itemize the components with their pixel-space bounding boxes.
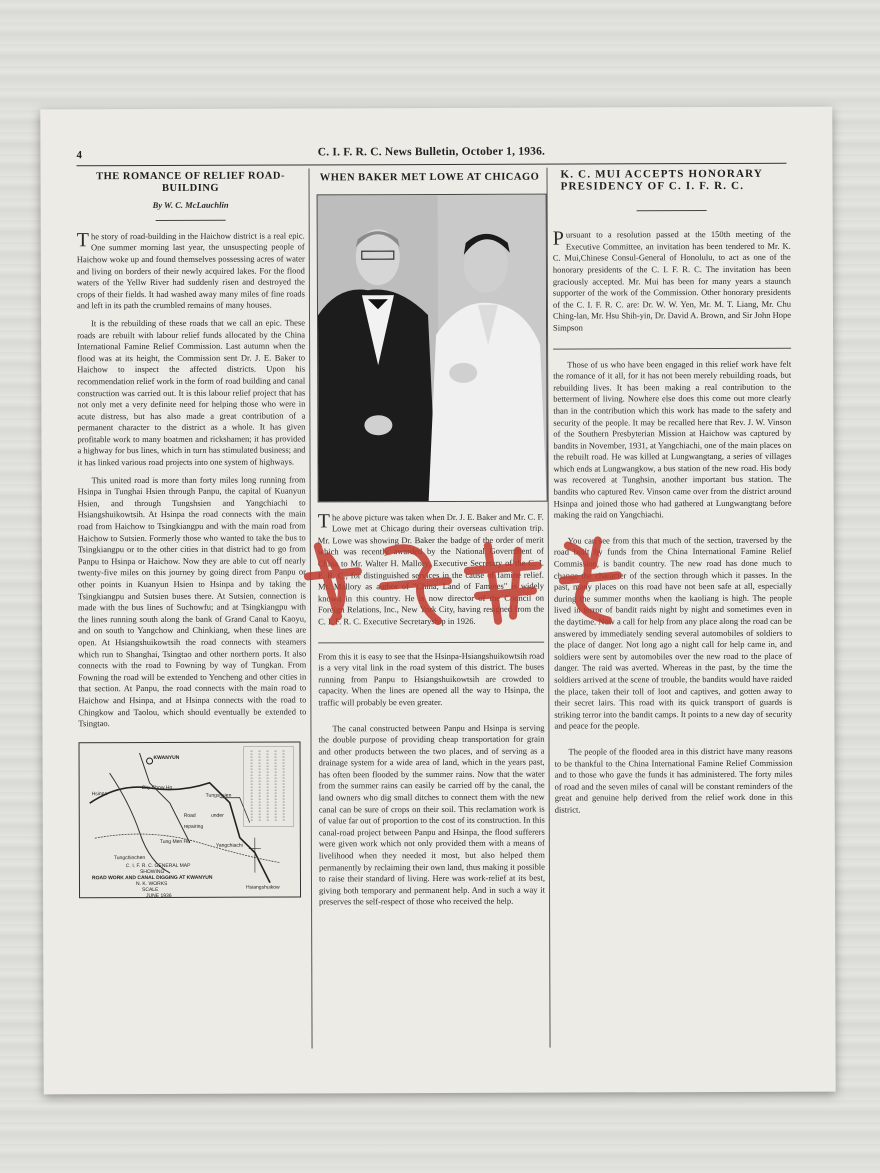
divider <box>318 641 544 643</box>
bulletin-title: C. I. F. R. C. News Bulletin, October 1, 1936. <box>317 145 546 159</box>
map-label: Road under repairing <box>183 812 224 831</box>
column-article-road-building <box>76 170 307 898</box>
map-caption: SCALE <box>141 886 159 893</box>
photo-caption: The above picture was taken when Dr. J. E. Baker and Mr. C. F. Lowe met at Chicago during their overseas cultivation trip. Mr. Lowe was showing Dr. Baker the badge of the order of merit which was recently awarded by the National Government of China to Mr. Walter H. Mallory, Executive Secretary of the C. I. F. R. C., for distinguished services in the cause of famine relief. Mr. Mallory as author of "China, Land of Famines" is widely known in this country. He is now director of the Council on Foreign Relations, Inc., New York City, having resigned from the C. I. F. R. C. Executive Secretaryship in 1926. <box>317 509 545 627</box>
map-label: Hsinpa <box>91 790 108 797</box>
map-label: Hsiangshuikow <box>245 884 280 891</box>
map-label: City Chow Ho <box>141 784 173 791</box>
map-label: Tungchinchen <box>113 854 146 861</box>
page-number: 4 <box>76 149 82 162</box>
map-label: Tung Men Ho <box>159 838 190 845</box>
map-label: Yangchiachi <box>215 842 243 849</box>
paragraph: You can see from this that much of the section, traversed by the road built by funds from the China International Famine Relief Commission, is bandit country. The new road has done much to change the character of the section through which it passes. In the past, many places on this road have not been safe at all, especially during the summer months when the kaoliang is high. The people lived in terror of bandit raids night by night and sometimes even in the daytime. Now a call for help from any place along the road can be answered by immediately sending several automobiles of soldiers to the place of danger. Not long ago a night call for help came in, and soldiers were sent by automobiles over the new road to the place of danger. The raid was averted. Whereas in the past, by the time the soldiers arrived at the scene of trouble, the bandits would have raided the place, taken their toll of loot and captives, and gotten away to their secret lairs. This road with its quick transport of guards is striking terror into the bandit camps. It points to a new day of security and peace for the people. <box>553 534 793 731</box>
map-caption: N. K. WORKS <box>135 880 168 887</box>
map-date: JUNE 1936 <box>146 892 172 899</box>
paragraph: It is the rebuilding of these roads that we call an epic. These roads are rebuilt with labour relief funds allocated by the China International Famine Relief Commission. Last autumn when the flood was at its height, the Commission sent Dr. J. E. Baker to Haichow to inspect the affected districts. Upon his recommendation relief work in the form of road building and canal construction was carried out. It is this labour relief project that has not only met a very definite need for helping those who were in acute distress, but has also made a great contribution of a permanent character to the district as a whole. It has given profitable work to many boatmen and rickshamen; it has provided a highway for bus lines, which in turn has stimulated business; and it has linked various road projects into one system of highways. <box>77 317 306 468</box>
column-article-mui <box>552 169 792 816</box>
route-map <box>78 741 301 898</box>
map-caption: SHOWING <box>139 868 165 875</box>
map-caption: C. I. F. R. C. GENERAL MAP <box>125 862 191 869</box>
paragraph: From this it is easy to see that the Hsinpa-Hsiangshuikowtsih road is a very vital link in the road system of this district. The buses running from Panpu to Hsiangshuikowtsih are crowded to capacity. When the lines are opened all the way to Hsinpa, the traffic will probably be even greater. <box>318 650 545 708</box>
paragraph: The people of the flooded area in this district have many reasons to be thankful to the China International Famine Relief Commission and to those who gave the funds it has administered. The forty miles of road and the seven miles of canal will be constant reminders of the great and genuine help derived from the relief work done in this district. <box>554 745 793 815</box>
map-caption: ROAD WORK AND CANAL DIGGING AT KWANYUN <box>91 874 213 881</box>
article-title: WHEN BAKER MET LOWE AT CHICAGO <box>319 171 540 184</box>
paragraph: This united road is more than forty miles long running from Hsinpa in Tunghai Hsien through Panpu, the capital of Kuanyun Hsien, and through Tungshsien and Yangchiachi to Hsiangshuikowtsih. At Hsinpa the road connects with the main road from Haichow to Tsingkiangpu and with the main road from Haichow to Sutsien. Formerly those who wanted to take the bus to Tsingkiangpu or to the other cities in that district had to go from Panpu to Hsinpa or Haichow. Now they are able to cut off nearly twenty-five miles on this journey by going direct from Panpu or other points in Kuanyun Hsien to Hsinpa and by taking the Tsingkiangpu and Sutsien buses there. At Sutsien, connection is made with the bus lines of Suchowfu; and at Tsingkiangpu with the lines running south along the bank of Grand Canal to Kaoyu, and on south to Yangchow and Chinkiang, when these lines are open. At Hsiangshuikowtsih the road connects with steamers which run to Shanghai, Tsingtao and other northern ports. It also connects with the road to Fowning by way of Tungkan. From Fowning the road will be extended to Yencheng and other cities in that section. At Panpu, the road connects with the main road to Haichow and Hsinpa, and at Hsinpa connects with the road to Chingkow and Taolou, which should eventually be extended to Tsingtao. <box>77 474 307 729</box>
photo-graphic <box>318 194 547 501</box>
red-stamp-watermark <box>298 525 628 636</box>
divider <box>553 347 791 349</box>
newspaper-page <box>40 107 835 1095</box>
divider <box>156 220 226 221</box>
divider <box>637 210 707 211</box>
paragraph: The story of road-building in the Haichow district is a real epic. One summer morning last year, the unsuspecting people of Haichow woke up and found themselves possessing acres of water and living on borders of their newly acquired lakes. For the flood waters of the Yellw River had suddenly risen and destroyed the crops of their fields. It had washed away many miles of fine roads and left in its path the crumbled remains of many houses. <box>76 228 305 311</box>
page-header <box>76 143 786 166</box>
map-top-label: KWANYUN <box>153 754 180 761</box>
photo-baker-lowe <box>317 193 548 502</box>
map-label: Tungshsien <box>205 792 232 799</box>
article-title: THE ROMANCE OF RELIEF ROAD-BUILDING <box>96 170 285 194</box>
article-title: K. C. MUI ACCEPTS HONORARY PRESIDENCY OF C. I. F. R. C. <box>560 167 763 193</box>
paragraph: The canal constructed between Panpu and Hsinpa is serving the double purpose of providing cheap transportation for grain and other products between the two places, and of serving as a drainage system for a wide area of land, which in the years past, has often been flooded by the summer rains. Now that the water from the summer rains can easily be carried off by the canal, the land owners who dig small ditches to connect them with the new canal can be sure of crops on their soil. This reclamation work is of value far out of proportion to the cost of its construction. In this canal-road project between Panpu and Hsinpa, the flood sufferers were given work which not only provided them with a means of livelihood when they needed it most, but also helped them permanently by reclaiming their own land, thus making it possible to raise their standard of living. Here was work-relief at its best, giving both temporary and permanent help. And in such a way it preserves the self-respect of those who received the help. <box>318 722 546 907</box>
paragraph: Pursuant to a resolution passed at the 150th meeting of the Executive Committee, an invitation has been tendered to Mr. K. C. Mui,Chinese Consul-General of Honolulu, to act as one of the honorary presidents of the C. I. F. R. C. The invitation has been graciously accepted. Mr. Mui has been for many years a staunch supporter of the work of the Commission. Other honorary presidents of the C. I. F. R. C. are: Dr. W. W. Yen, Mr. M. T. Liang, Mr. Chu Ching-lan, Mr. Hsu Shih-yin, Dr. David A. Brown, and Sir John Hope Simpson <box>552 227 792 333</box>
article-byline: By W. C. McLauchlin <box>152 199 229 211</box>
paragraph: Those of us who have been engaged in this relief work have felt the romance of it all, for it has not been merely rebuilding roads, but rebuilding lives. It has been making a real contribution to the betterment of living. Nowhere else does this come out more clearly than in the contribution which this work has made to the safety and security of the people. It may be recalled here that Rev. J. W. Vinson of the Southern Presbyterian Mission at Haichow was captured by bandits in November, 1931, at Yangchiachi, one of the main places on the rebuilt road. He was killed at Lungwangtang, a series of villages which ends at Lungwangkow, a bus station of the new road. His body was recovered at Tunghsin, another important bus station. The bandits who captured Rev. Vinson came over from the district around Hsinpa and joined those who had gathered at Lungwangtang before making the raid on Yangchiachi. <box>553 358 792 520</box>
